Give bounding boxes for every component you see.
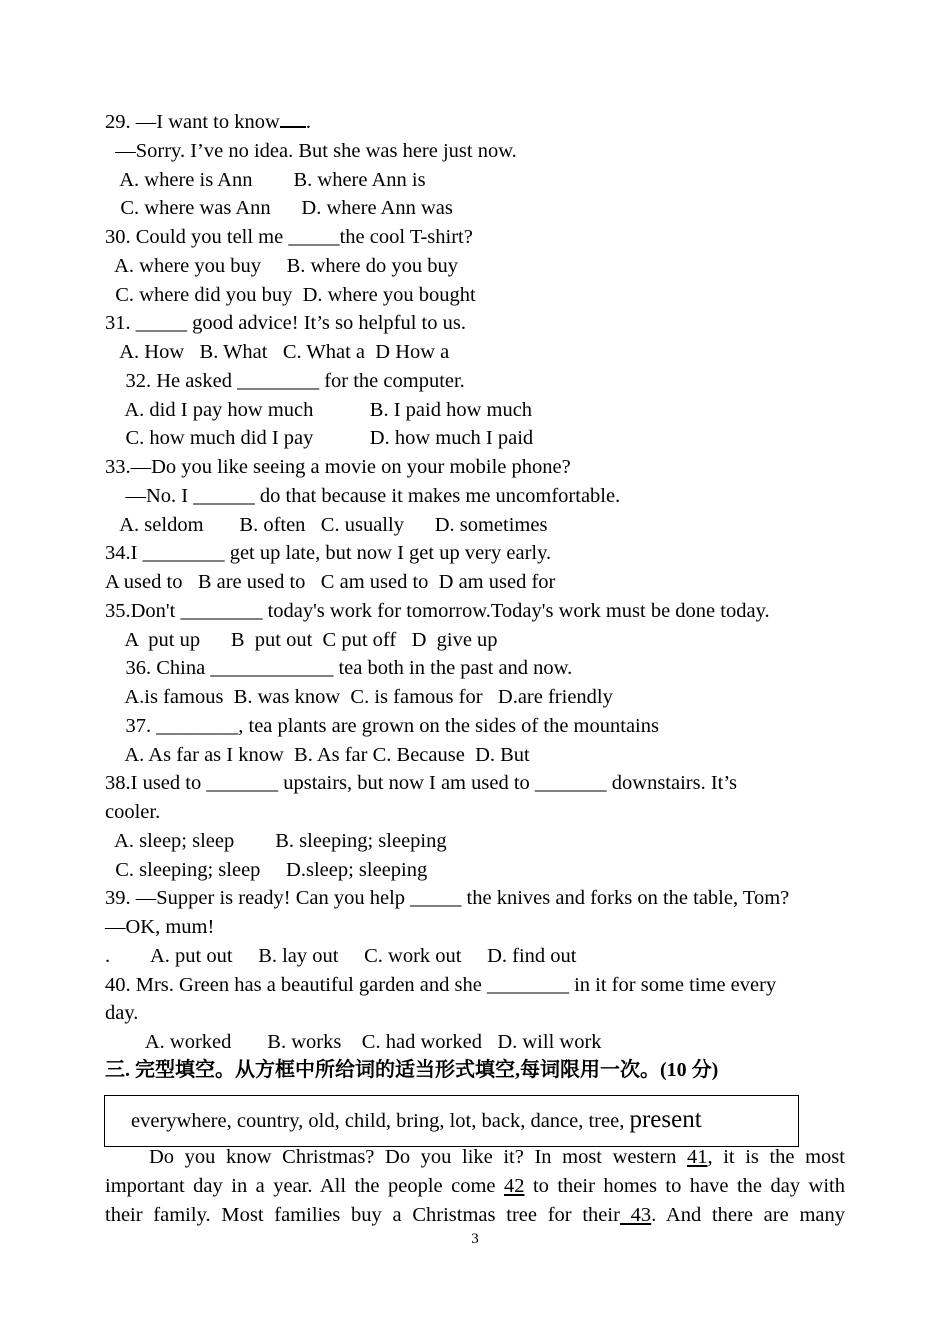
q29-blank	[280, 110, 306, 128]
passage-text: to their homes to have the day with	[524, 1175, 845, 1197]
page-number: 3	[471, 1231, 479, 1247]
question-30-stem: 30. Could you tell me _____the cool T-shirt?	[105, 226, 473, 248]
blank-41: 41	[686, 1146, 708, 1168]
q33-reply: —No. I ______ do that because it makes me uncomfortable.	[105, 485, 621, 507]
q32-options-cd: C. how much did I pay D. how much I paid	[105, 427, 534, 449]
passage-line-2	[105, 1172, 845, 1201]
question-38-stem: 38.I used to _______ upstairs, but now I am used to _______ downstairs. It’s	[105, 772, 738, 794]
passage-line-1	[105, 1143, 845, 1172]
question-36-stem: 36. China ____________ tea both in the past and now.	[105, 657, 573, 679]
q38-options-cd: C. sleeping; sleep D.sleep; sleeping	[105, 859, 428, 881]
passage-text: , it is the most	[707, 1146, 845, 1168]
q34-options: A used to B are used to C am used to D am used for	[105, 571, 556, 593]
word-bank-list	[131, 1106, 702, 1134]
question-32-stem: 32. He asked ________ for the computer.	[105, 370, 465, 392]
q29-options-cd: C. where was Ann D. where Ann was	[105, 197, 453, 219]
q29-period: .	[305, 111, 311, 133]
passage-text: important day in a year. All the people come	[105, 1175, 504, 1197]
word-bank-box	[104, 1095, 799, 1147]
blank-42: 42	[503, 1175, 525, 1197]
question-33-stem: 33.—Do you like seeing a movie on your mobile phone?	[105, 456, 571, 478]
q32-options-ab: A. did I pay how much B. I paid how much	[105, 399, 533, 421]
question-37-stem: 37. ________, tea plants are grown on the sides of the mountains	[105, 715, 659, 737]
q30-options-cd: C. where did you buy D. where you bought	[105, 284, 476, 306]
q40-options: A. worked B. works C. had worked D. will work	[105, 1031, 602, 1053]
q38-stem-cont: cooler.	[105, 801, 161, 823]
q35-options: A put up B put out C put off D give up	[105, 629, 498, 651]
q29-options-ab: A. where is Ann B. where Ann is	[105, 169, 426, 191]
passage-line-3	[105, 1201, 845, 1230]
question-29-stem	[105, 108, 311, 137]
passage-text: their family. Most families buy a Christmas tree for their	[105, 1204, 620, 1226]
question-34-stem: 34.I ________ get up late, but now I get up very early.	[105, 542, 552, 564]
passage-text: Do you know Christmas? Do you like it? In most western	[149, 1146, 687, 1168]
question-40-stem: 40. Mrs. Green has a beautiful garden and she ________ in it for some time every	[105, 974, 777, 996]
q36-options: A.is famous B. was know C. is famous for D.are friendly	[105, 686, 613, 708]
question-39-stem: 39. —Supper is ready! Can you help _____ the knives and forks on the table, Tom?	[105, 887, 790, 909]
question-31-stem: 31. _____ good advice! It’s so helpful to us.	[105, 312, 466, 334]
q40-stem-cont: day.	[105, 1002, 139, 1024]
q33-options: A. seldom B. often C. usually D. sometimes	[105, 514, 548, 536]
q29-text: 29. —I want to know	[105, 111, 280, 133]
q30-options-ab: A. where you buy B. where do you buy	[105, 255, 459, 277]
q31-options: A. How B. What C. What a D How a	[105, 341, 450, 363]
q29-reply: —Sorry. I’ve no idea. But she was here just now.	[105, 140, 517, 162]
q39-options: . A. put out B. lay out C. work out D. find out	[105, 945, 577, 967]
q39-reply: —OK, mum!	[105, 916, 215, 938]
question-35-stem: 35.Don't ________ today's work for tomorrow.Today's work must be done today.	[105, 600, 770, 622]
word-bank-words: everywhere, country, old, child, bring, lot, back, dance, tree,	[131, 1110, 630, 1132]
q38-options-ab: A. sleep; sleep B. sleeping; sleeping	[105, 830, 447, 852]
section-3-heading: 三. 完型填空。从方框中所给词的适当形式填空,每词限用一次。(10 分)	[105, 1059, 719, 1081]
word-bank-last-word: present	[629, 1106, 702, 1133]
passage-text: . And there are many	[651, 1204, 845, 1226]
blank-43: 43	[619, 1204, 652, 1226]
q37-options: A. As far as I know B. As far C. Because D. But	[105, 744, 530, 766]
